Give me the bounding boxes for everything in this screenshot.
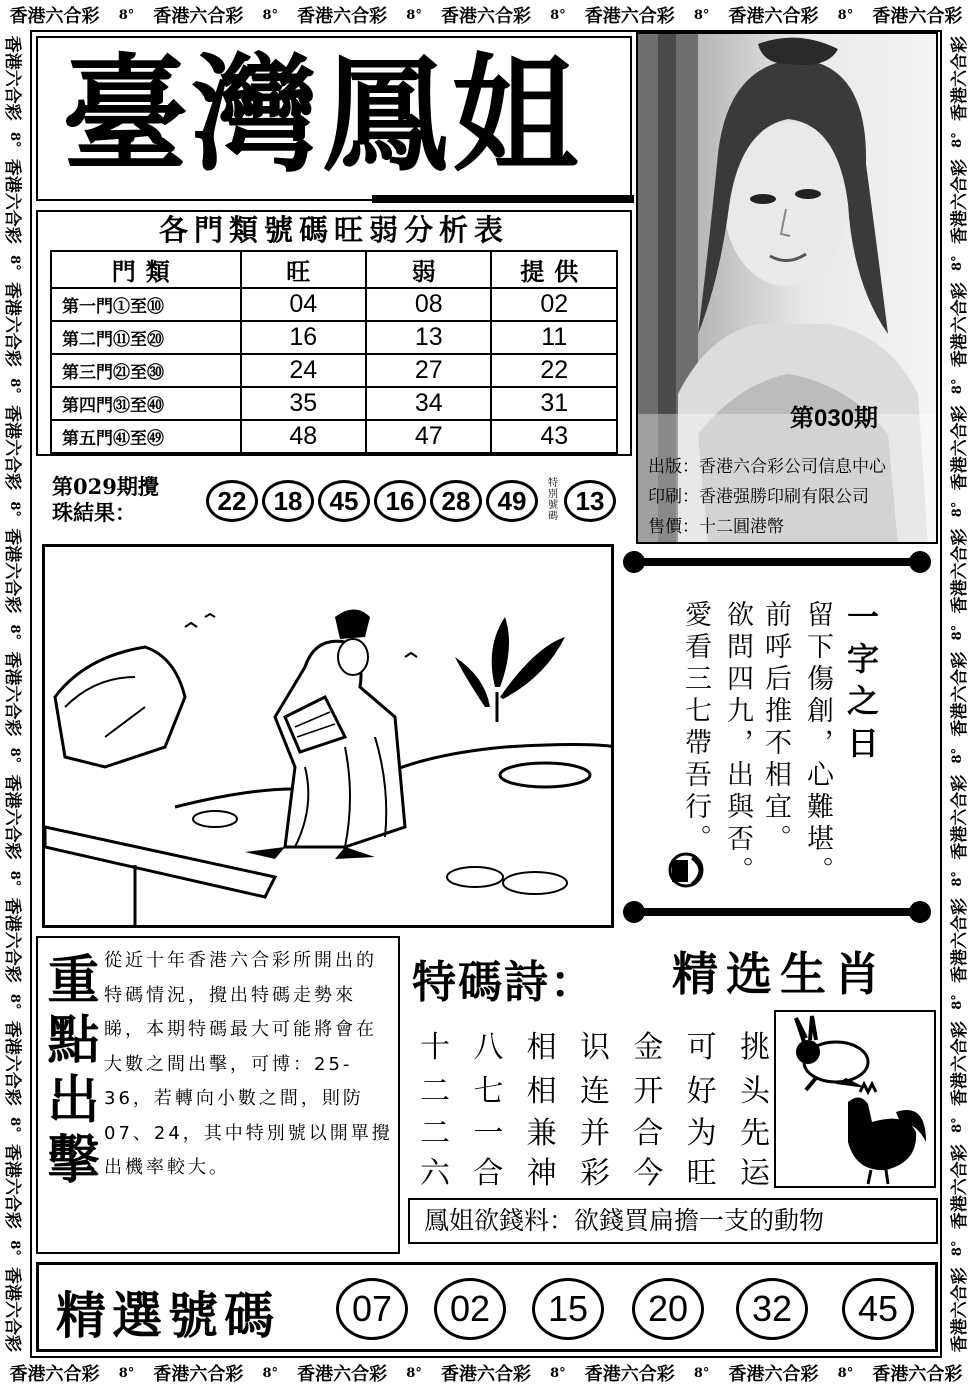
poem-line: 留下傷創，心難堪。 bbox=[802, 600, 833, 888]
border-text: 香港六合彩 bbox=[872, 1364, 963, 1385]
border-ornament: 8° bbox=[949, 1240, 965, 1257]
analysis-table bbox=[50, 250, 618, 454]
border-ornament: 8° bbox=[7, 501, 23, 517]
border-text: 香港六合彩 bbox=[584, 6, 675, 27]
results-label-line2: 珠結果： bbox=[52, 500, 136, 525]
row-provide: 11 bbox=[491, 321, 617, 354]
tema-char: 二 bbox=[420, 1074, 450, 1109]
border-ornament: 8° bbox=[949, 132, 965, 148]
border-ornament: 8° bbox=[949, 1117, 965, 1133]
border-ornament: 8° bbox=[550, 7, 566, 23]
border-ornament: 8° bbox=[262, 1365, 279, 1381]
row-weak: 27 bbox=[366, 354, 491, 387]
border-text: 香港六合彩 bbox=[949, 35, 970, 121]
tema-char: 合 bbox=[633, 1116, 664, 1151]
border-ornament: 8° bbox=[949, 624, 965, 641]
border-text: 香港六合彩 bbox=[153, 1364, 244, 1385]
row-category: 第三門㉑至㉚ bbox=[51, 354, 241, 387]
tema-char: 十 bbox=[420, 1030, 450, 1065]
border-ornament: 8° bbox=[118, 1365, 135, 1381]
border-text: 香港六合彩 bbox=[949, 1267, 970, 1353]
tema-char: 运 bbox=[739, 1156, 770, 1191]
tema-char: 好 bbox=[686, 1074, 717, 1109]
table-row bbox=[51, 321, 617, 354]
tema-char: 八 bbox=[473, 1030, 504, 1065]
tema-line bbox=[420, 1066, 770, 1110]
result-ball: 22 bbox=[206, 480, 258, 522]
border-text: 香港六合彩 bbox=[584, 1364, 675, 1385]
table-row bbox=[51, 387, 617, 420]
publisher-logo-icon bbox=[664, 848, 710, 890]
tema-char: 可 bbox=[686, 1030, 717, 1065]
poem-line: 欲問四九，出與否。 bbox=[722, 600, 753, 888]
border-text: 香港六合彩 bbox=[2, 405, 23, 491]
row-weak: 47 bbox=[366, 420, 491, 453]
border-text: 香港六合彩 bbox=[949, 897, 970, 983]
money-riddle: 鳳姐欲錢料：欲錢買扁擔一支的動物 bbox=[408, 1198, 938, 1244]
border-text: 香港六合彩 bbox=[728, 6, 819, 27]
row-provide: 02 bbox=[491, 288, 617, 321]
row-strong: 04 bbox=[241, 288, 366, 321]
header-weak: 弱 bbox=[366, 251, 491, 288]
page-title: 臺灣鳳姐 bbox=[62, 41, 582, 189]
border-text: 香港六合彩 bbox=[949, 1144, 970, 1230]
border-text: 香港六合彩 bbox=[949, 159, 970, 245]
title-shadow bbox=[372, 195, 634, 203]
row-strong: 24 bbox=[241, 354, 366, 387]
table-row bbox=[51, 288, 617, 321]
row-weak: 34 bbox=[366, 387, 491, 420]
border-ornament: 8° bbox=[7, 1117, 23, 1133]
border-text: 香港六合彩 bbox=[2, 1267, 23, 1353]
border-text: 香港六合彩 bbox=[2, 1143, 23, 1229]
tema-char: 六 bbox=[420, 1156, 450, 1191]
border-text: 香港六合彩 bbox=[2, 651, 23, 737]
border-text: 香港六合彩 bbox=[440, 1364, 531, 1385]
selected-number-ball: 45 bbox=[842, 1278, 914, 1340]
border-text: 香港六合彩 bbox=[153, 6, 244, 27]
border-text: 香港六合彩 bbox=[949, 1021, 970, 1107]
tema-poem-title: 特碼詩： bbox=[412, 957, 596, 1008]
poem-line: 愛看三七帶吾行。 bbox=[680, 600, 711, 856]
border-ornament: 8° bbox=[693, 7, 710, 23]
poem-line: 前呼后推不相宜。 bbox=[760, 600, 791, 856]
border-text: 香港六合彩 bbox=[2, 35, 23, 121]
border-text: 香港六合彩 bbox=[2, 1020, 23, 1106]
rabbit-icon bbox=[796, 1016, 868, 1090]
header-category: 門類 bbox=[51, 251, 241, 288]
result-ball: 18 bbox=[262, 480, 314, 522]
row-strong: 35 bbox=[241, 387, 366, 420]
tema-char: 挑 bbox=[739, 1030, 770, 1065]
border-text: 香港六合彩 bbox=[2, 528, 23, 614]
right-border-strip bbox=[942, 30, 972, 1358]
border-text: 香港六合彩 bbox=[728, 1364, 819, 1385]
header-provide: 提供 bbox=[491, 251, 617, 288]
key-point-title: 重點出擊 bbox=[38, 952, 99, 1192]
border-ornament: 8° bbox=[7, 747, 23, 764]
border-ornament: 8° bbox=[837, 7, 854, 23]
tema-char: 彩 bbox=[579, 1156, 610, 1191]
tema-line bbox=[420, 1108, 770, 1152]
border-ornament: 8° bbox=[406, 7, 422, 23]
border-ornament: 8° bbox=[949, 255, 965, 271]
border-text: 香港六合彩 bbox=[2, 158, 23, 244]
border-ornament: 8° bbox=[7, 870, 23, 887]
results-label-line1: 第029期攪 bbox=[52, 474, 159, 499]
border-ornament: 8° bbox=[837, 1365, 854, 1381]
tema-char: 头 bbox=[739, 1074, 770, 1109]
left-border-strip bbox=[0, 30, 30, 1358]
top-border-strip bbox=[0, 0, 972, 30]
border-ornament: 8° bbox=[7, 993, 23, 1010]
border-text: 香港六合彩 bbox=[949, 651, 970, 737]
key-point-text: 從近十年香港六合彩所開出的特碼情況，攪出特碼走勢來睇，本期特碼最大可能將會在大數之間出擊，可博：25-36，若轉向小數之間，則防07、24，其中特別號以開單攪出機率較大。 bbox=[104, 950, 393, 1178]
row-weak: 08 bbox=[366, 288, 491, 321]
issue-number: 第030期 bbox=[790, 405, 879, 432]
border-text: 香港六合彩 bbox=[2, 774, 23, 860]
border-text: 香港六合彩 bbox=[2, 897, 23, 983]
bottom-border-strip bbox=[0, 1358, 972, 1388]
table-row bbox=[51, 420, 617, 453]
border-ornament: 8° bbox=[7, 131, 23, 148]
border-text: 香港六合彩 bbox=[949, 282, 970, 368]
zodiac-title: 精选生肖 bbox=[672, 947, 888, 1001]
border-ornament: 8° bbox=[693, 1365, 710, 1381]
border-ornament: 8° bbox=[949, 747, 965, 764]
selected-number-ball: 07 bbox=[336, 1278, 408, 1340]
tema-char: 先 bbox=[739, 1116, 770, 1151]
row-weak: 13 bbox=[366, 321, 491, 354]
zodiac-animals bbox=[774, 1010, 936, 1188]
tema-char: 相 bbox=[526, 1030, 557, 1065]
printer-line: 印刷：香港强勝印刷有限公司 bbox=[648, 487, 869, 507]
header-strong: 旺 bbox=[241, 251, 366, 288]
result-ball: 49 bbox=[486, 480, 538, 522]
tema-char: 开 bbox=[633, 1074, 664, 1109]
tema-char: 合 bbox=[473, 1156, 504, 1191]
border-ornament: 8° bbox=[949, 378, 965, 395]
border-ornament: 8° bbox=[118, 7, 135, 23]
selected-number-ball: 02 bbox=[434, 1278, 506, 1340]
tema-char: 一 bbox=[473, 1116, 504, 1151]
tema-char: 七 bbox=[473, 1074, 504, 1109]
result-ball: 45 bbox=[318, 480, 370, 522]
table-row bbox=[51, 354, 617, 387]
row-category: 第五門㊶至㊾ bbox=[51, 420, 241, 453]
border-text: 香港六合彩 bbox=[9, 1364, 100, 1385]
result-ball: 16 bbox=[374, 480, 426, 522]
border-ornament: 8° bbox=[949, 994, 965, 1010]
border-text: 香港六合彩 bbox=[872, 6, 963, 27]
special-ball: 13 bbox=[564, 480, 616, 522]
selected-number-ball: 32 bbox=[736, 1278, 808, 1340]
selected-numbers-title: 精選號碼 bbox=[56, 1286, 280, 1345]
border-text: 香港六合彩 bbox=[440, 6, 531, 27]
tema-char: 旺 bbox=[686, 1156, 717, 1191]
border-ornament: 8° bbox=[7, 255, 23, 271]
border-ornament: 8° bbox=[406, 1365, 422, 1381]
price-line: 售價：十二圓港幣 bbox=[648, 517, 784, 537]
row-category: 第二門⑪至⑳ bbox=[51, 321, 241, 354]
border-text: 香港六合彩 bbox=[297, 1364, 388, 1385]
border-ornament: 8° bbox=[7, 1240, 23, 1256]
results-label bbox=[52, 474, 202, 526]
row-strong: 16 bbox=[241, 321, 366, 354]
border-ornament: 8° bbox=[949, 871, 965, 887]
scholar-illustration bbox=[42, 544, 614, 928]
border-text: 香港六合彩 bbox=[9, 6, 100, 27]
rooster-icon bbox=[848, 1084, 926, 1184]
border-ornament: 8° bbox=[949, 501, 965, 518]
selected-number-ball: 15 bbox=[532, 1278, 604, 1340]
row-provide: 43 bbox=[491, 420, 617, 453]
tema-char: 今 bbox=[633, 1156, 664, 1191]
tema-line bbox=[420, 1148, 770, 1192]
selected-number-ball: 20 bbox=[632, 1278, 704, 1340]
border-text: 香港六合彩 bbox=[949, 528, 970, 614]
border-ornament: 8° bbox=[550, 1365, 566, 1381]
publisher-line: 出版：香港六合彩公司信息中心 bbox=[648, 457, 886, 477]
border-text: 香港六合彩 bbox=[297, 6, 388, 27]
tema-char: 相 bbox=[526, 1074, 557, 1109]
tema-char: 二 bbox=[420, 1116, 450, 1151]
tema-line bbox=[420, 1022, 770, 1066]
tema-char: 兼 bbox=[526, 1116, 557, 1151]
tema-char: 识 bbox=[579, 1030, 610, 1065]
border-text: 香港六合彩 bbox=[949, 405, 970, 491]
special-number-label: 特別號碼 bbox=[548, 478, 558, 522]
row-category: 第四門㉛至㊵ bbox=[51, 387, 241, 420]
border-ornament: 8° bbox=[7, 624, 23, 641]
analysis-title: 各門類號碼旺弱分析表 bbox=[158, 213, 509, 247]
tema-char: 并 bbox=[579, 1116, 610, 1151]
result-ball: 28 bbox=[430, 480, 482, 522]
row-strong: 48 bbox=[241, 420, 366, 453]
poem-top-bar bbox=[622, 550, 932, 574]
border-text: 香港六合彩 bbox=[949, 774, 970, 860]
border-ornament: 8° bbox=[7, 378, 23, 394]
row-provide: 31 bbox=[491, 387, 617, 420]
row-provide: 22 bbox=[491, 354, 617, 387]
tema-char: 为 bbox=[686, 1116, 717, 1151]
border-ornament: 8° bbox=[262, 7, 279, 23]
tema-char: 连 bbox=[579, 1074, 610, 1109]
row-category: 第一門①至⑩ bbox=[51, 288, 241, 321]
table-header-row bbox=[51, 251, 617, 288]
tema-char: 神 bbox=[526, 1156, 557, 1191]
border-text: 香港六合彩 bbox=[2, 281, 23, 367]
poem-bottom-bar bbox=[622, 900, 932, 924]
tema-char: 金 bbox=[633, 1030, 664, 1065]
poem-title: 一字之日 bbox=[842, 600, 880, 768]
